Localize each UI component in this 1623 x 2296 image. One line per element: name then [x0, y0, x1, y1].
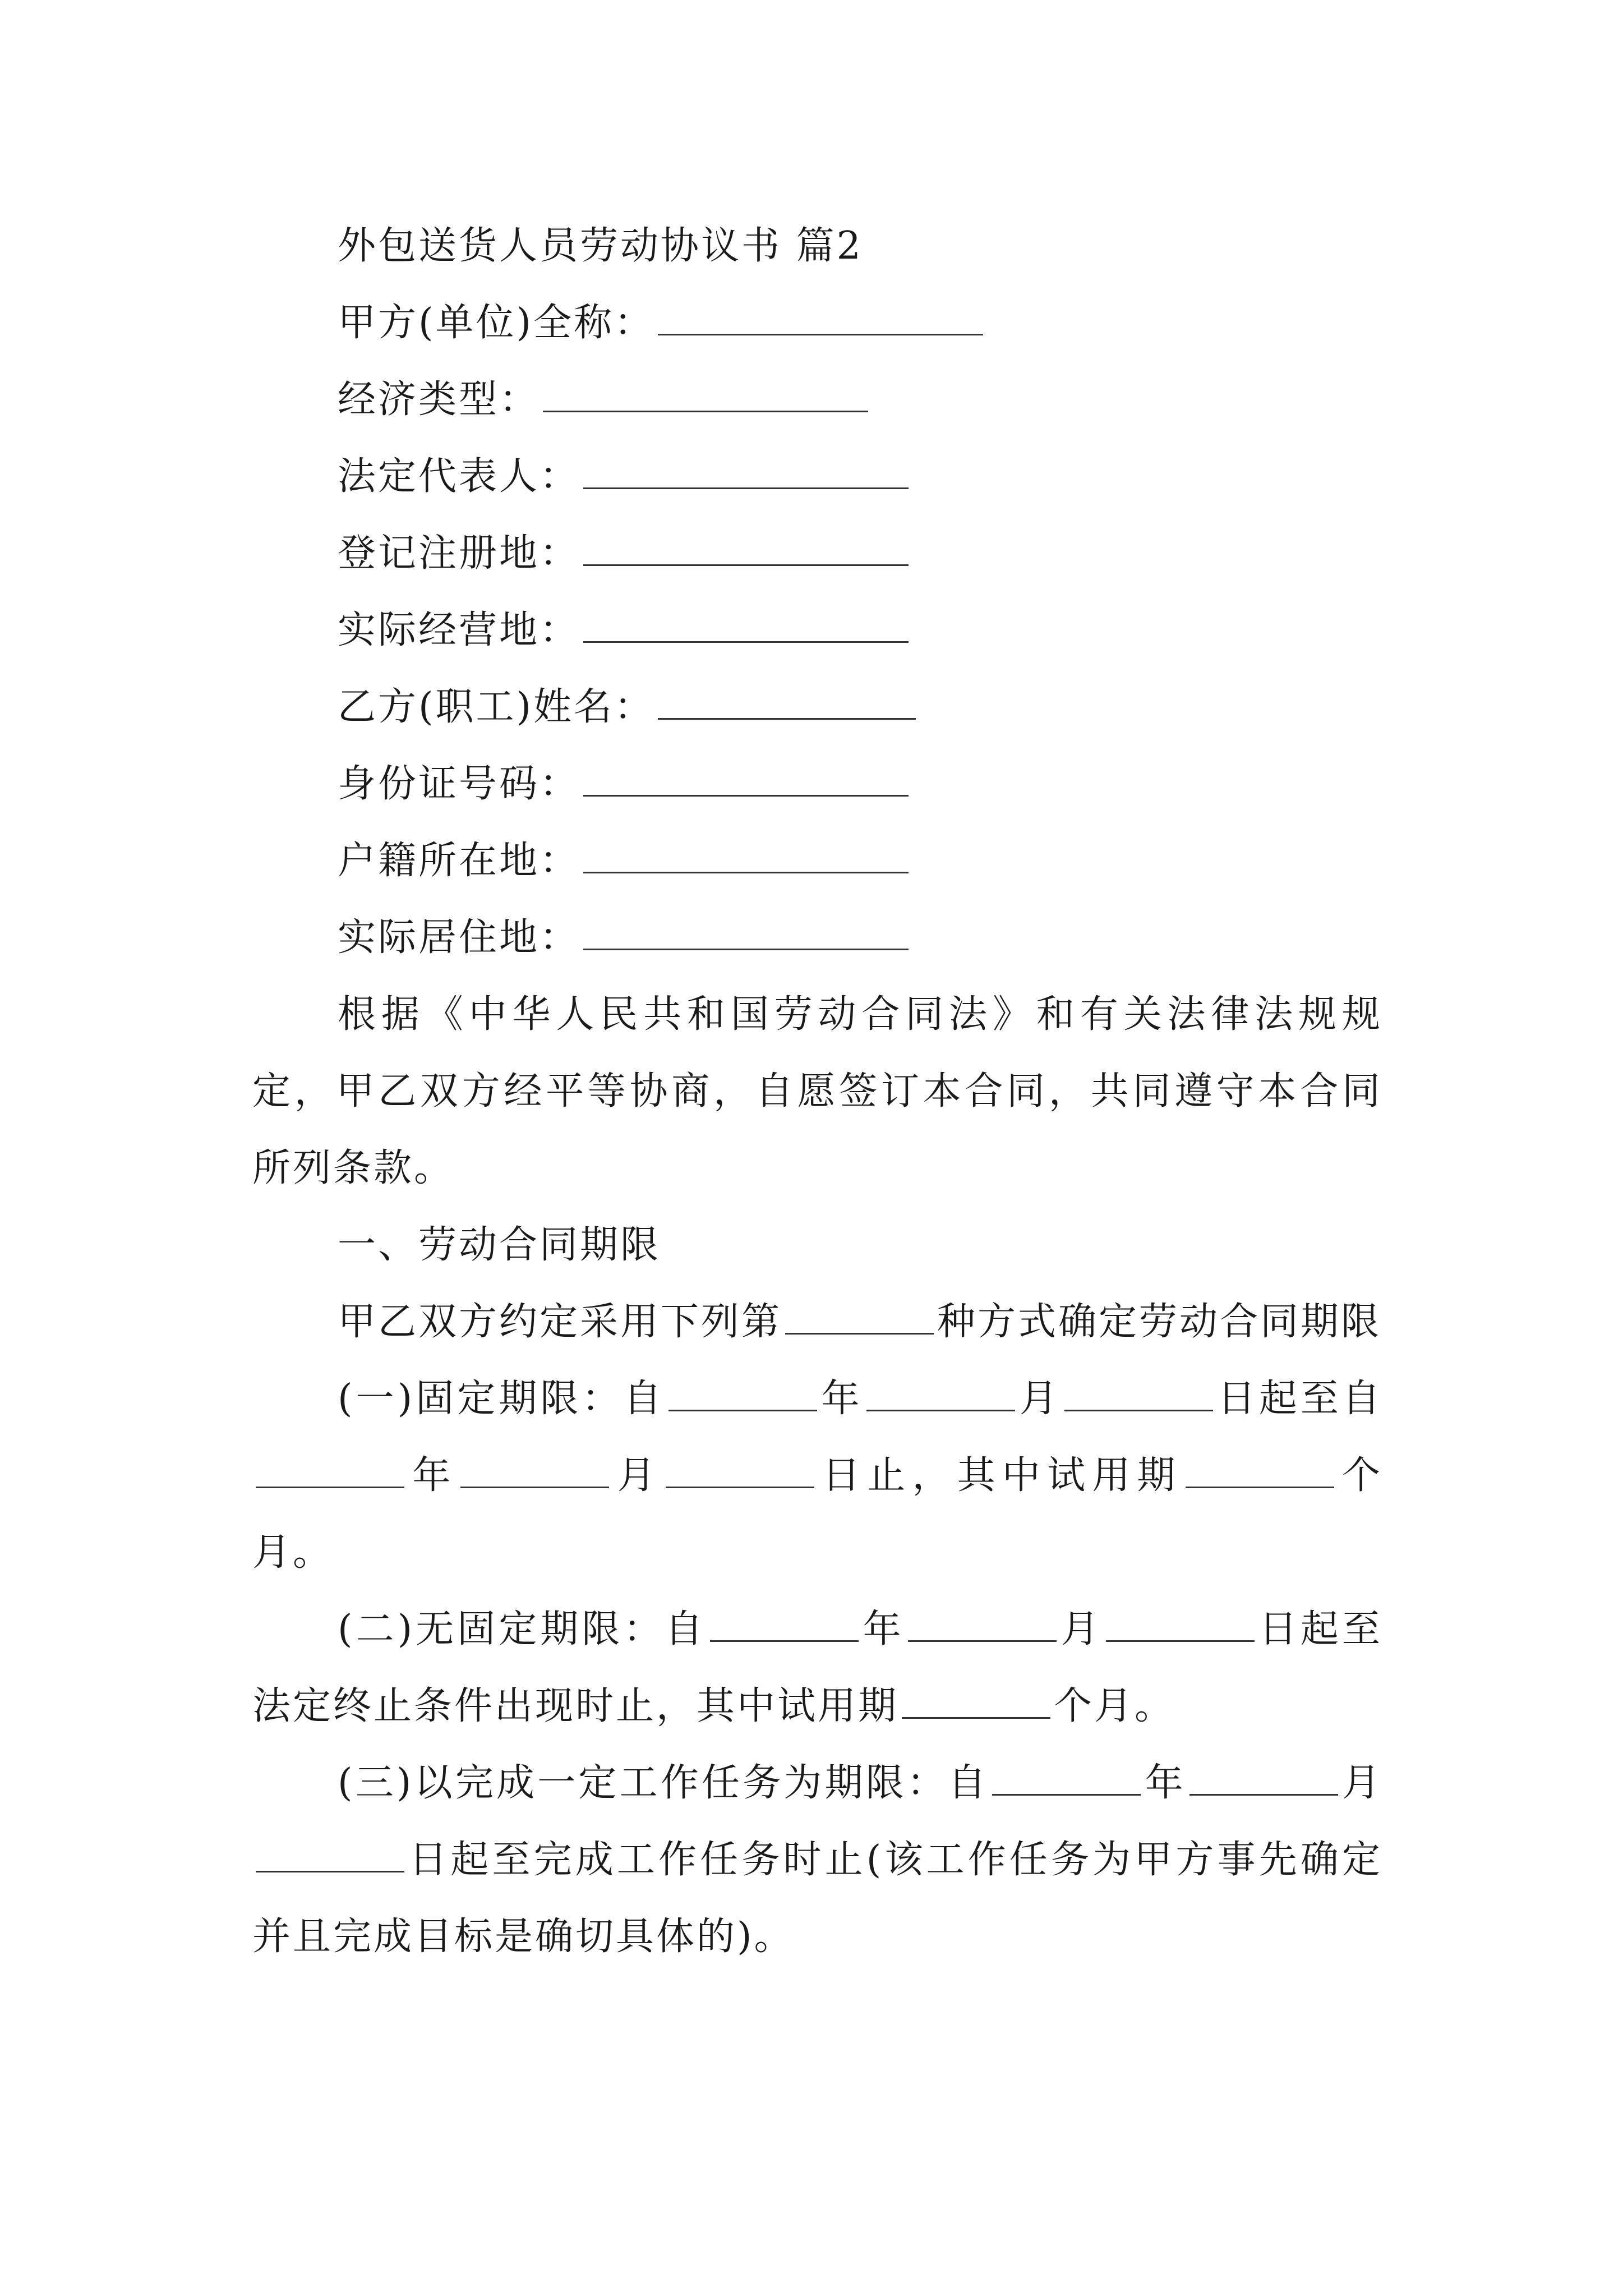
fill-blank [1106, 1607, 1255, 1642]
clause-text: (三)以完成一定工作任务为期限：自 [338, 1761, 989, 1805]
clause-fixed-term [252, 1360, 1382, 1591]
fill-blank [1189, 1760, 1338, 1796]
field-party-b-name [252, 669, 1382, 746]
field-business-address [252, 592, 1382, 669]
fill-blank [583, 838, 909, 873]
field-label: 乙方(职工)姓名： [338, 685, 655, 729]
clause-text: 个月。 [1054, 1684, 1175, 1728]
fill-blank [583, 531, 909, 566]
clause-text: 日起至自 [1216, 1377, 1382, 1421]
document-page [252, 208, 1382, 1975]
field-economic-type [252, 361, 1382, 438]
field-registered-address [252, 515, 1382, 592]
clause-task-term [252, 1745, 1382, 1975]
clause-text: (二)无固定期限：自 [338, 1607, 707, 1651]
fill-blank [710, 1607, 859, 1642]
clause-text: 年 [408, 1453, 458, 1498]
fill-blank [583, 761, 909, 797]
field-legal-representative [252, 438, 1382, 515]
fill-blank [1186, 1453, 1334, 1488]
fill-blank [460, 1453, 609, 1488]
fill-blank [658, 684, 916, 720]
clause-text: 月 [612, 1453, 662, 1498]
field-label: 身份证号码： [338, 762, 580, 806]
field-label: 户籍所在地： [338, 839, 580, 883]
fill-blank [668, 1376, 817, 1411]
clause-text: 日起至完成工作任务时止(该工作任务为甲方事先确定并且完成目标是确切具体的)。 [252, 1838, 1382, 1959]
fill-blank [1064, 1376, 1213, 1411]
document-title: 外包送货人员劳动协议书 篇2 [338, 224, 863, 268]
fill-blank [583, 608, 909, 643]
intro-text: 甲乙双方约定采用下列第 [338, 1300, 782, 1344]
fill-blank [866, 1376, 1015, 1411]
fill-blank [902, 1683, 1050, 1719]
fill-blank [992, 1760, 1141, 1796]
clause-text: 日止，其中试用期 [817, 1453, 1182, 1498]
fill-blank [658, 300, 983, 335]
field-label: 经济类型： [338, 378, 540, 422]
intro-text: 种方式确定劳动合同期限 [937, 1300, 1382, 1344]
clause-text: 年 [1144, 1761, 1186, 1805]
section-intro-paragraph [252, 1283, 1382, 1360]
fill-blank [666, 1453, 814, 1488]
clause-text: (一)固定期限：自 [338, 1377, 665, 1421]
clause-text: 年 [820, 1377, 863, 1421]
field-household-registration [252, 822, 1382, 899]
field-party-a-name [252, 284, 1382, 361]
field-residence [252, 899, 1382, 976]
fill-blank [543, 377, 868, 412]
clause-text: 个月。 [252, 1453, 1382, 1575]
fill-blank [583, 915, 909, 950]
fill-blank [583, 454, 909, 489]
field-label: 实际经营地： [338, 608, 580, 652]
clause-text: 年 [861, 1607, 905, 1651]
fill-blank [256, 1837, 404, 1872]
field-label: 登记注册地： [338, 531, 580, 576]
fill-blank [908, 1607, 1057, 1642]
field-label: 甲方(单位)全称： [338, 301, 655, 345]
fill-blank [785, 1299, 934, 1335]
clause-text: 月 [1059, 1607, 1103, 1651]
fill-blank [256, 1453, 404, 1488]
clause-text: 月 [1341, 1761, 1382, 1805]
clause-open-term [252, 1591, 1382, 1745]
field-label: 实际居住地： [338, 915, 580, 960]
clause-text: 日起至法定终止条件出现时止，其中试用期 [252, 1607, 1382, 1728]
section-heading: 一、劳动合同期限 [338, 1223, 661, 1267]
preamble-paragraph: 根据《中华人民共和国劳动合同法》和有关法律法规规定，甲乙双方经平等协商，自愿签订本合同，共同遵守本合同所列条款。 [252, 992, 1382, 1190]
field-id-number [252, 746, 1382, 822]
field-label: 法定代表人： [338, 454, 580, 499]
clause-text: 月 [1018, 1377, 1061, 1421]
